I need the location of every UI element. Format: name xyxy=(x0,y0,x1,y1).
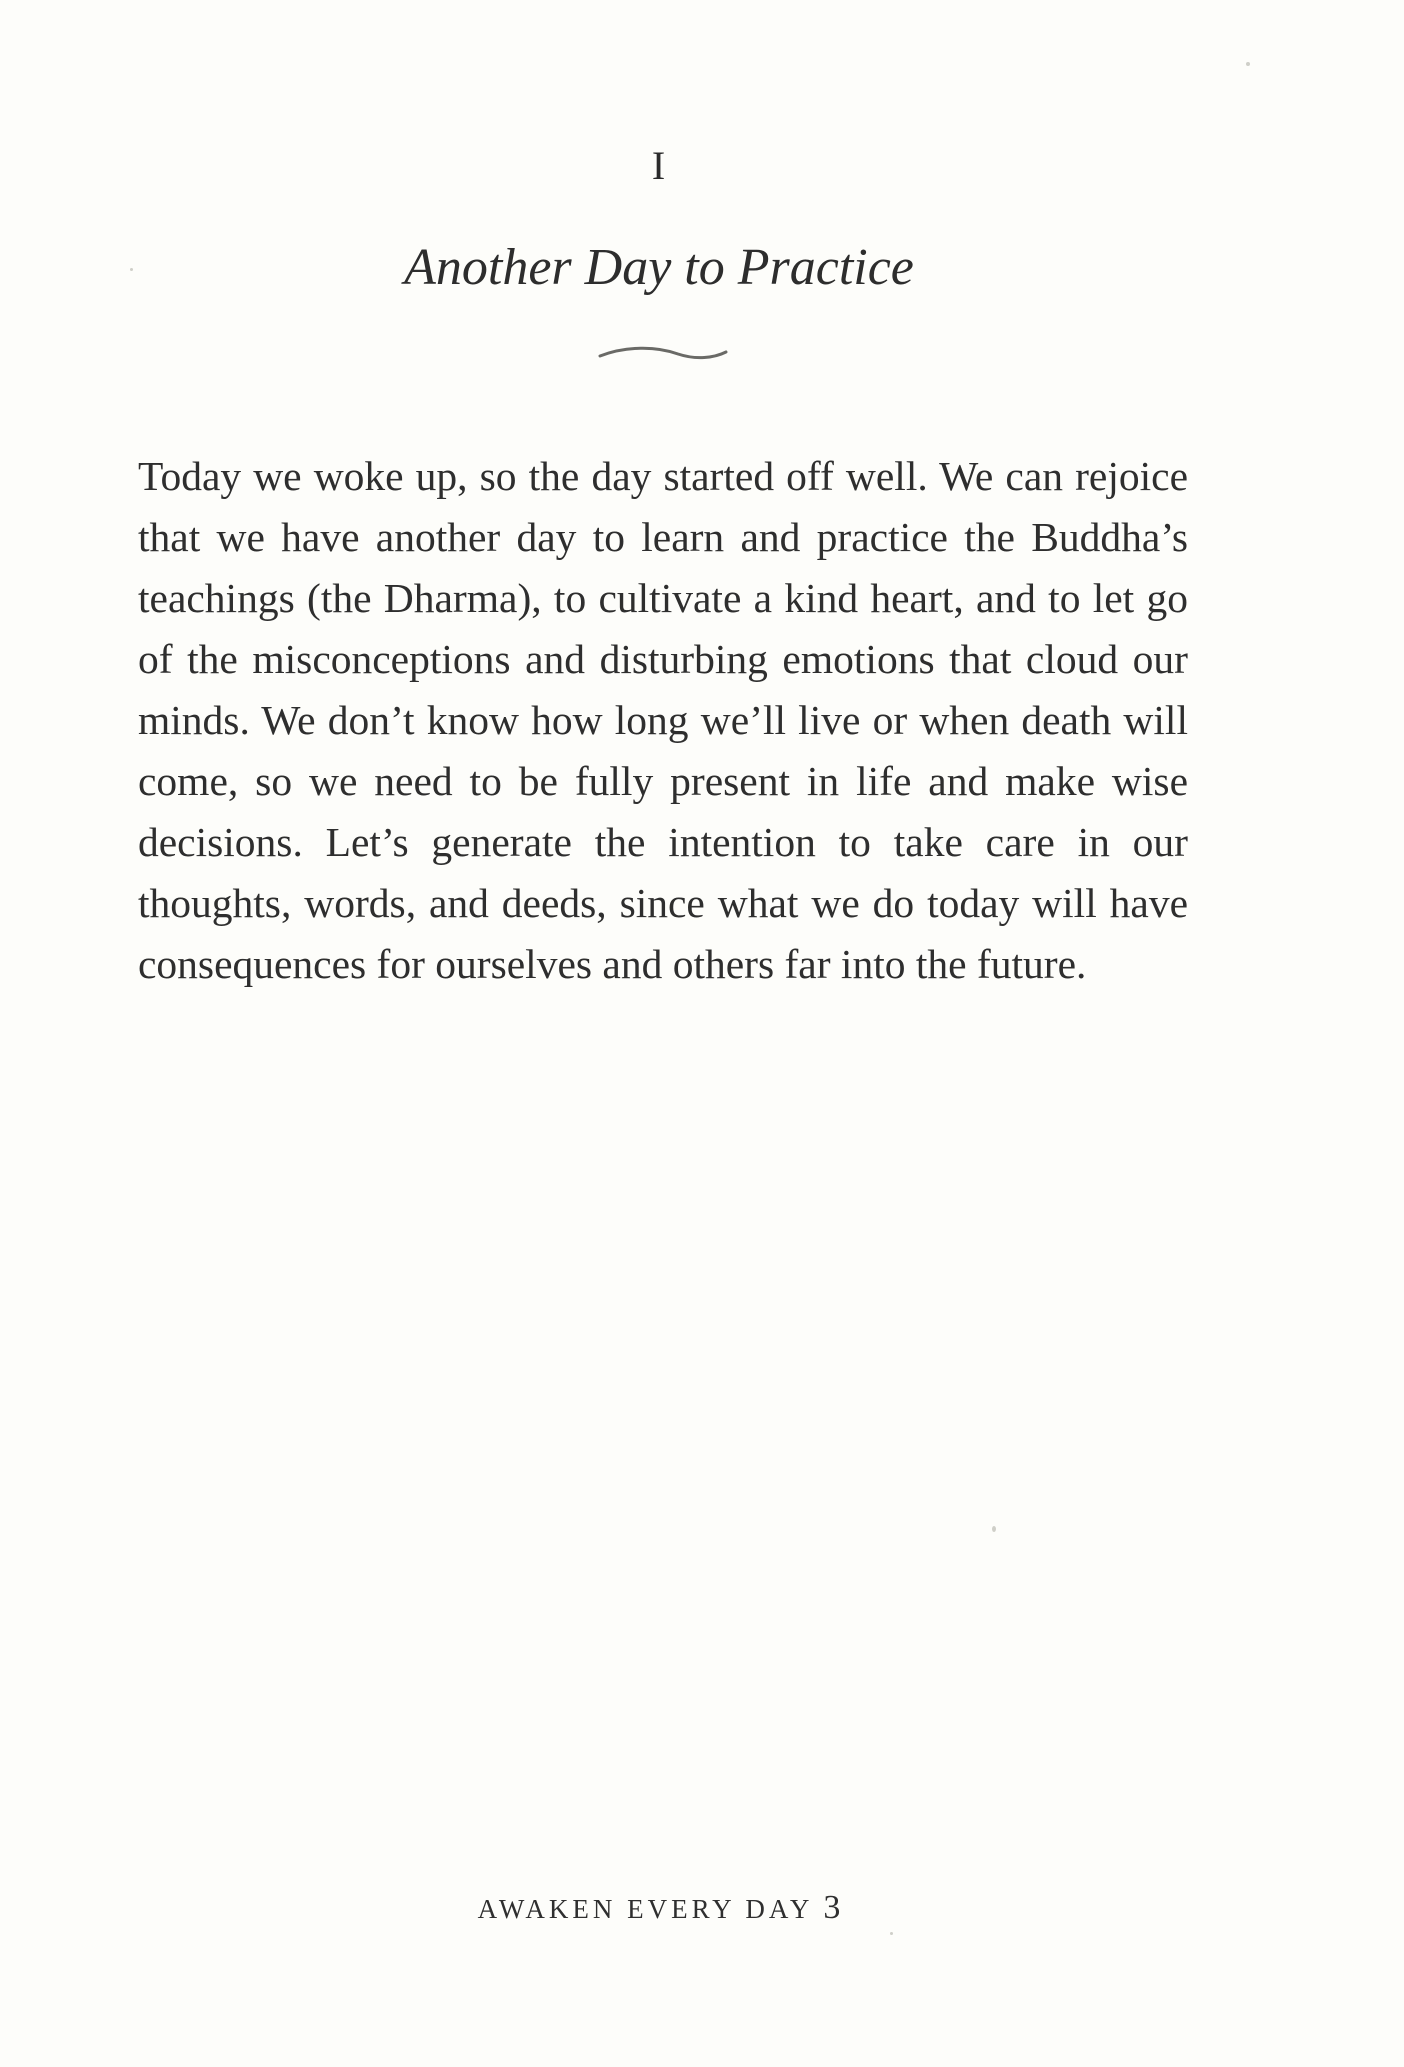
running-footer xyxy=(0,1888,1318,1929)
chapter-title: Another Day to Practice xyxy=(404,239,914,296)
scan-speck xyxy=(890,1932,893,1935)
scan-speck xyxy=(130,268,133,271)
chapter-number: I xyxy=(651,143,667,188)
body-paragraph: Today we woke up, so the day started off well. We can rejoice that we have another day to learn and practice the Buddha’s teachings (the Dharma), to cultivate a kind heart, and to let go of the misconceptions and disturbing emotions that cloud our minds. We don’t know how long we’ll live or when death will come, so we need to be fully present in life and make wise decisions. Let’s generate the intention to take care in our thoughts, words, and deeds, since what we do today will have consequences for ourselves and others far into the future. xyxy=(138,453,1188,987)
scan-speck xyxy=(992,1526,996,1532)
running-head: AWAKEN EVERY DAY xyxy=(477,1894,814,1924)
swash-divider-icon xyxy=(596,342,730,372)
folio-page-number: 3 xyxy=(823,1889,841,1926)
scan-speck xyxy=(1246,62,1250,66)
